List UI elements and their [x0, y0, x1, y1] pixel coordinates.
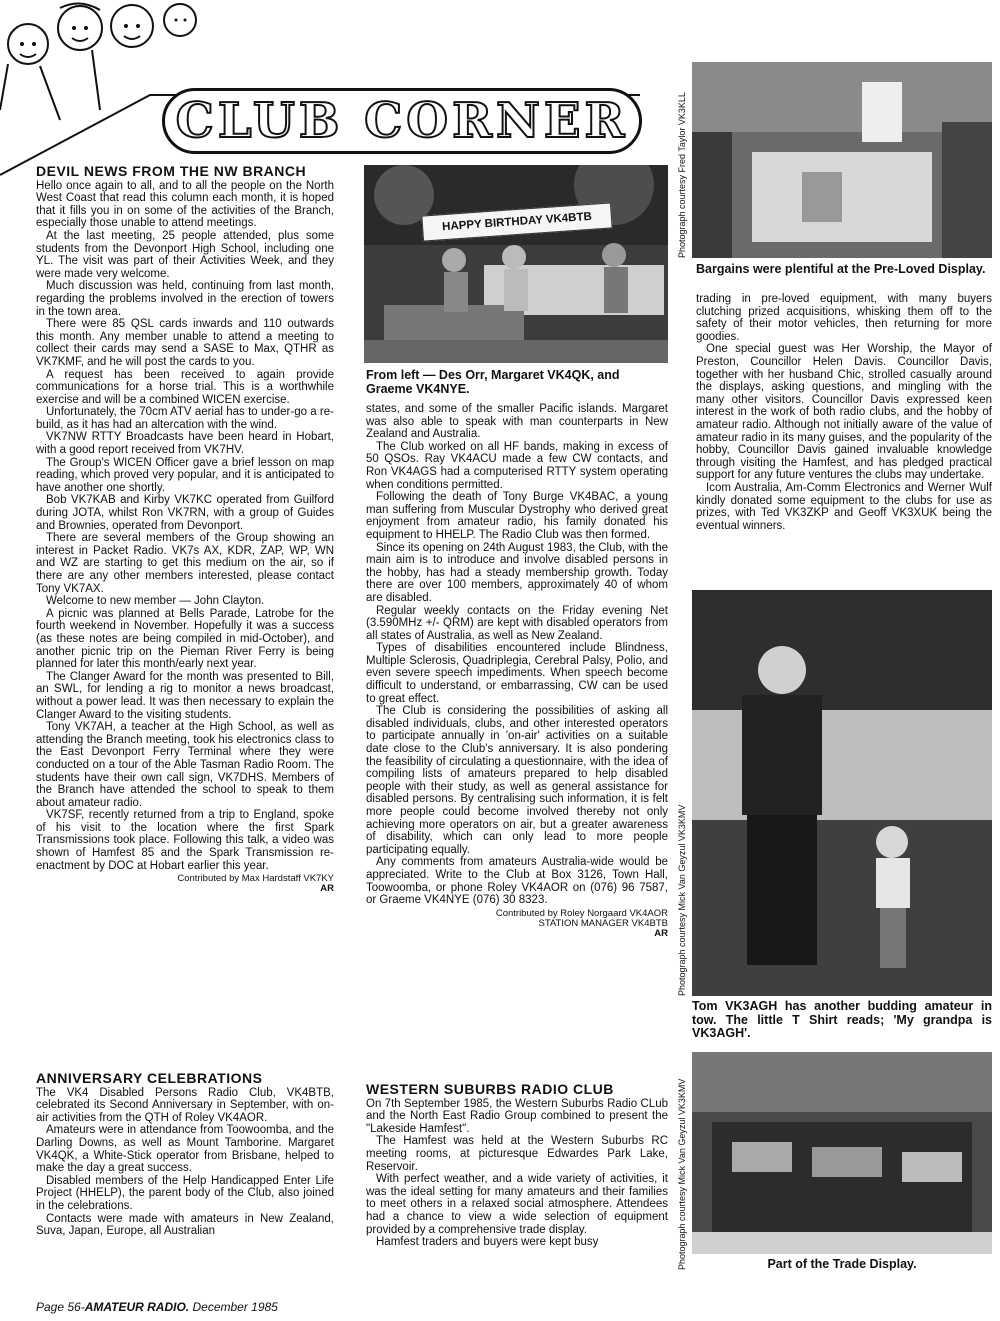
paragraph: VK7NW RTTY Broadcasts have been heard in Hobart, with a good report received from VK7HV.	[36, 431, 334, 457]
trade-display-scene	[692, 1052, 992, 1254]
paragraph: On 7th September 1985, the Western Suburbs Radio CLub and the North East Radio Group combined to present the "Lakeside Hamfest".	[366, 1097, 668, 1135]
photo-credit-vertical: Photograph courtesy Fred Taylor VK3KLL	[677, 92, 687, 258]
paragraph: trading in pre-loved equipment, with many buyers clutching prized acquisitions, whisking them off to the safety of their motor vehicles, then returning for more goodies.	[696, 293, 992, 343]
grandpa-photo-caption: Tom VK3AGH has another budding amateur in tow. The little T Shirt reads; 'My grandpa is VK3AGH'.	[692, 999, 992, 1040]
paragraph: A request has been received to again provide communications for a horse trial. This is a worthwhile exercise and will be a combined WICEN exercise.	[36, 368, 334, 406]
paragraph: Any comments from amateurs Australia-wide would be appreciated. Write to the Club at Box 3126, Town Hall, Toowoomba, or phone Roley VK4AOR on (076) 96 7587, or Graeme VK4NYE (076) 30 8323.	[366, 856, 668, 907]
paragraph: Bob VK7KAB and Kirby VK7KC operated from Guilford during JOTA, whilst Ron VK7RN, with a group of Guides and Brownies, operated from Devonport.	[36, 494, 334, 532]
western-suburbs-continued	[696, 293, 992, 532]
devil-news-heading: DEVIL NEWS FROM THE NW BRANCH	[36, 163, 307, 179]
paragraph: Amateurs were in attendance from Toowoomba, and the Darling Downs, as well as Mount Tamborine. Margaret VK4QK, a White-Stick operator from Brisbane, helped to make the day a great success.	[36, 1124, 334, 1175]
paragraph: A picnic was planned at Bells Parade, Latrobe for the fourth weekend in November. Hopefully it was a success (as these notes are being compiled in mid-October), and another picnic trip on the Pieman River Ferry is being planned for later this month/early next year.	[36, 607, 334, 671]
birthday-photo	[364, 165, 668, 363]
paragraph: The Clanger Award for the month was presented to Bill, an SWL, for lending a rig to monitor a news broadcast, without a power lead. It was then necessary to explain the Clanger Award to the visiting students.	[36, 670, 334, 721]
paragraph: Following the death of Tony Burge VK4BAC, a young man suffering from Muscular Dystrophy who derived great enjoyment from amateur radio, his family donated his equipment to HHELP. The Radio Club was then formed.	[366, 491, 668, 541]
paragraph: The Hamfest was held at the Western Suburbs RC meeting rooms, at picturesque Edwardes Park Lake, Reservoir.	[366, 1135, 668, 1173]
paragraph: The VK4 Disabled Persons Radio Club, VK4BTB, celebrated its Second Anniversary in September, with on-air activities from the QTH of Roley VK4AOR.	[36, 1086, 334, 1124]
paragraph: Hello once again to all, and to all the people on the North West Coast that read this column each month, it is hoped that it fills you in on some of the activities of the Branch, especially those unable to attend meetings.	[36, 179, 334, 230]
devil-news-article	[36, 165, 334, 894]
paragraph: The Club worked on all HF bands, making in excess of 50 QSOs. Ray VK4ACU made a few CW contacts, and Ron VK4AGS had a computerised RTTY system operating when conditions permitted.	[366, 440, 668, 491]
page-footer	[36, 1300, 278, 1314]
paragraph: Tony VK7AH, a teacher at the High School, as well as attending the Branch meeting, took his electronics class to the East Devonport Ferry Terminal where they were conducted on a tour of the Able Tasman Radio Room. The students have their own call sign, VK7DHS. Members of the Branch have attended the school to speak to them about amateur radio.	[36, 721, 334, 809]
paragraph: Welcome to new member — John Clayton.	[46, 595, 265, 608]
paragraph: Icom Australia, Am-Comm Electronics and Werner Wulf kindly donated some equipment to the clubs for use as prizes, with Ted VK3ZKP and Geoff VK3XUK being the eventual winners.	[696, 481, 992, 532]
paragraph: One special guest was Her Worship, the Mayor of Preston, Councillor Helen Davis. Councillor Davis, together with her husband Chic, strolled casually around the displays, asking questions, and mingling with the many other visitors. Councillor Davis expressed keen interest in the work of both radio clubs, and the hobby of amateur radio. Although not initially aware of the value of amateur radio in its many guises, and the popularity of the hobby, Councillor Davis gained invaluable knowledge through visiting the Hamfest, and has pledged practical support for any future ventures the clubs may undertake.	[696, 343, 992, 482]
paragraph: Unfortunately, the 70cm ATV aerial has to under-go a re-build, as it has had an altercation with the wind.	[36, 406, 334, 431]
paragraph: Regular weekly contacts on the Friday evening Net (3.590MHz +/- QRM) are kept with disabled operators from all states of Australia, as well as New Zealand.	[366, 604, 668, 642]
paragraph: Contacts were made with amateurs in New Zealand, Suva, Japan, Europe, all Australian	[36, 1212, 334, 1238]
birthday-photo-caption: From left — Des Orr, Margaret VK4QK, and Graeme VK4NYE.	[366, 368, 620, 396]
paragraph: Since its opening on 24th August 1983, the Club, with the main aim is to introduce and involve disabled persons in the hobby, has had a steady membership growth. Today there are over 100 members, approximately 40 of whom are disabled.	[366, 541, 668, 604]
photo-credit-vertical: Photograph courtesy Mick Van Geyzul VK3KMV	[677, 804, 687, 996]
trade-display-photo	[692, 1052, 992, 1254]
issue-date: December 1985	[189, 1300, 278, 1314]
paragraph: Types of disabilities encountered include Blindness, Multiple Sclerosis, Quadriplegia, Cerebral Palsy, Polio, and even severe speech impediments. When speech become difficult to understand, or embarrassing, CW can be used to great effect.	[366, 642, 668, 705]
birthday-photo-scene	[364, 165, 668, 363]
pre-loved-display-photo	[692, 62, 992, 258]
paragraph: With perfect weather, and a wide variety of activities, it was the ideal setting for many amateurs and their families to meet others in a relaxed social atmosphere. Attendees had a chance to view a wide selection of equipment provided by a comprehensive trade display.	[366, 1173, 668, 1236]
page-title: CLUB CORNER	[162, 88, 642, 154]
anniversary-heading: ANNIVERSARY CELEBRATIONS	[36, 1070, 263, 1086]
pre-loved-display-scene	[692, 62, 992, 258]
magazine-name: AMATEUR RADIO.	[84, 1300, 190, 1314]
photo-credit-vertical: Photograph courtesy Mick Van Geyzul VK3KMV	[677, 1078, 687, 1270]
grandpa-photo-scene	[692, 590, 992, 996]
paragraph: VK7SF, recently returned from a trip to England, spoke of his visit to the location where the first Spark Transmissions took place. Following this talk, a video was shown of Hamfest 85 and the Spark Transmission re-enactment by DOC at Hobart earlier this year.	[36, 809, 334, 872]
anniversary-article	[36, 1072, 334, 1238]
western-suburbs-heading: WESTERN SUBURBS RADIO CLUB	[366, 1081, 614, 1097]
pre-loved-display-caption: Bargains were plentiful at the Pre-Loved Display.	[696, 262, 986, 276]
article-end-mark: AR	[654, 927, 668, 939]
contributor-credit: Contributed by Roley Norgaard VK4AOR	[495, 907, 668, 919]
paragraph: Hamfest traders and buyers were kept busy	[376, 1236, 599, 1249]
trade-display-caption: Part of the Trade Display.	[767, 1257, 917, 1271]
article-end-mark: AR	[320, 883, 334, 895]
anniversary-continued	[366, 403, 668, 939]
page-number: Page 56-	[36, 1300, 85, 1314]
grandpa-caption-block	[692, 1000, 992, 1041]
paragraph: states, and some of the smaller Pacific islands. Margaret was also able to speak with man counterparts in New Zealand and Australia.	[366, 403, 668, 441]
grandpa-photo	[692, 590, 992, 996]
paragraph: There are several members of the Group showing an interest in Packet Radio. VK7s AX, KDR, ZAP, WP, WN and WZ are starting to get this medium on the air, so if there are any other members interested, please contact Tony VK7AX.	[36, 532, 334, 595]
paragraph: The Group's WICEN Officer gave a brief lesson on map reading, which proved very popular, and it is anticipated to have another one shortly.	[36, 456, 334, 494]
paragraph: There were 85 QSL cards inwards and 110 outwards this month. Any member unable to attend a meeting to collect their cards may send a SASE to Max, QTHR as VK7KMF, and he will post the cards to you.	[36, 318, 334, 368]
contributor-title: STATION MANAGER VK4BTB	[538, 917, 668, 929]
club-corner-banner	[0, 0, 680, 180]
paragraph: Much discussion was held, continuing from last month, regarding the problems involved in the erection of towers in the town area.	[36, 280, 334, 318]
paragraph: The Club is considering the possibilities of asking all disabled individuals, clubs, and other interested operators to participate annually in 'on-air' activities on a suitable date close to the Club's anniversary. It is also pondering the feasibility of circulating a questionnaire, with the idea of compiling lists of amateurs prepared to help disabled people with their study, as well as general assistance for disabled persons. By centralising such information, it is felt more people could become involved thereby not only achieving more operators on air, but a greater awareness of disability, which can only lead to more people participating equally.	[366, 705, 668, 856]
paragraph: Disabled members of the Help Handicapped Enter Life Project (HHELP), the parent body of the Club, also joined in the celebrations.	[36, 1174, 334, 1212]
birthday-banner-sign: HAPPY BIRTHDAY VK4BTB	[421, 202, 612, 241]
western-suburbs-article	[366, 1083, 668, 1249]
contributor-credit: Contributed by Max Hardstaff VK7KY	[177, 873, 334, 885]
paragraph: At the last meeting, 25 people attended, plus some students from the Devonport High School, including one YL. The visit was part of their Activities Week, and they were made very welcome.	[36, 229, 334, 280]
